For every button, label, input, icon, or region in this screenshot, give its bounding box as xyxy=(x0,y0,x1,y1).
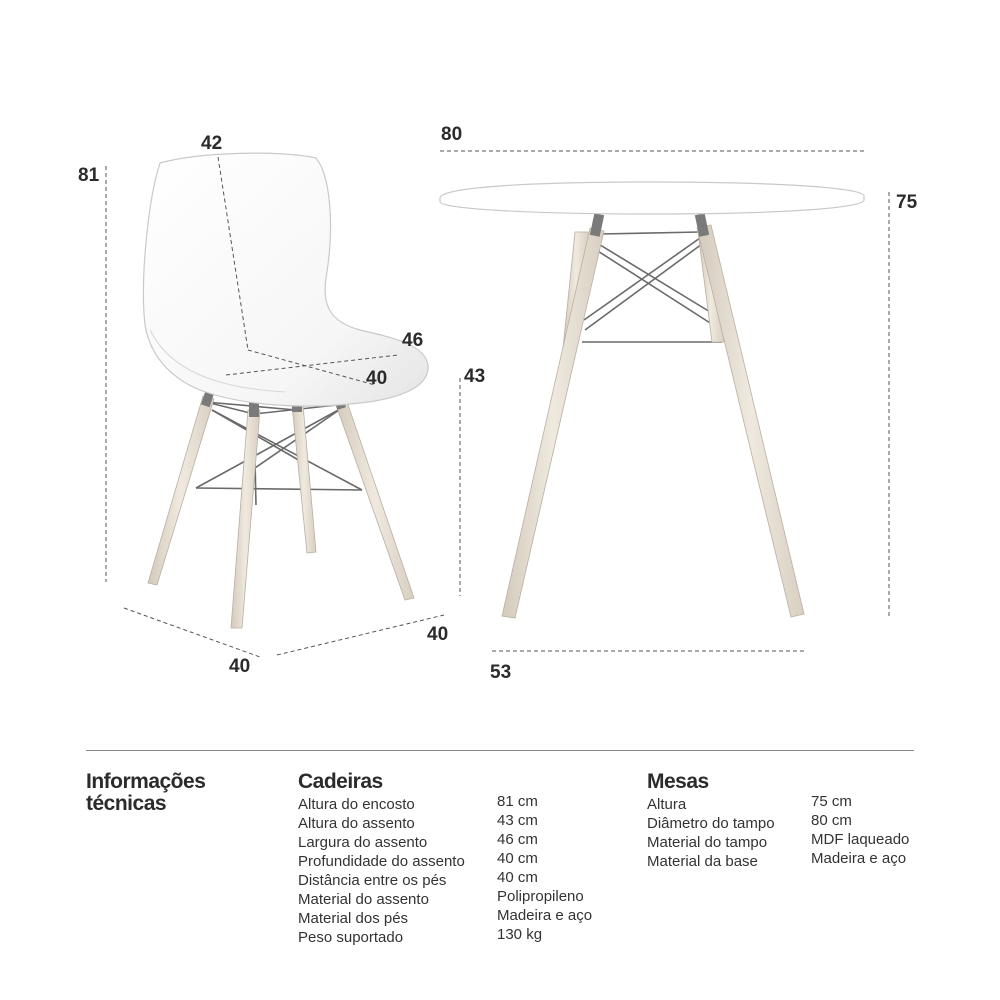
table-spec-value: 75 cm xyxy=(811,793,852,810)
table-spec-label: Altura xyxy=(647,796,687,813)
chair-spec-label: Material dos pés xyxy=(298,910,409,927)
backrest-width-label: 42 xyxy=(201,133,223,154)
chair-spec-value: Polipropileno xyxy=(497,888,584,905)
seat-height-label: 43 xyxy=(464,366,486,387)
table-diameter-label: 80 xyxy=(441,124,463,145)
chair-height-label: 81 xyxy=(78,165,100,186)
chair-spec-label: Profundidade do assento xyxy=(298,853,465,870)
table-height-label: 75 xyxy=(896,192,918,213)
chair-spec-label: Peso suportado xyxy=(298,929,404,946)
table-legs xyxy=(502,225,804,618)
chair-spec-value: 130 kg xyxy=(497,926,543,943)
table-spec-value: Madeira e aço xyxy=(811,850,907,867)
tables-heading: Mesas xyxy=(647,770,709,793)
table-spec-label: Material da base xyxy=(647,853,758,870)
seat-width-label: 46 xyxy=(402,330,424,351)
chair-spec-labels xyxy=(298,795,465,947)
chair-spec-label: Distância entre os pés xyxy=(298,872,447,889)
table-dimension-lines xyxy=(440,151,889,651)
chair-spec-label: Altura do assento xyxy=(298,815,415,832)
chair-spec-value: 46 cm xyxy=(497,831,538,848)
chair-illustration xyxy=(143,153,428,628)
chairs-heading: Cadeiras xyxy=(298,770,383,793)
chair-legs xyxy=(148,396,414,628)
table-base-label: 53 xyxy=(490,662,512,683)
chair-spec-label: Largura do assento xyxy=(298,834,428,851)
chair-spec-values xyxy=(497,792,592,944)
chair-spec-value: 43 cm xyxy=(497,812,538,829)
table-spec-labels xyxy=(647,795,775,871)
chair-spec-label: Material do assento xyxy=(298,891,429,908)
chair-spec-value: 81 cm xyxy=(497,793,538,810)
seat-depth-label: 40 xyxy=(366,368,388,389)
table-top xyxy=(440,182,864,214)
chair-spec-value: Madeira e aço xyxy=(497,907,593,924)
divider xyxy=(86,750,914,751)
specs-heading: Informações técnicas xyxy=(86,770,206,815)
chair-spec-value: 40 cm xyxy=(497,869,538,886)
table-spec-value: MDF laqueado xyxy=(811,831,910,848)
chair-steel-base xyxy=(196,402,362,505)
table-spec-label: Diâmetro do tampo xyxy=(647,815,775,832)
table-illustration xyxy=(440,182,864,618)
chair-spec-value: 40 cm xyxy=(497,850,538,867)
table-spec-values xyxy=(811,792,909,868)
chair-base-depth-label: 40 xyxy=(229,656,251,677)
table-spec-value: 80 cm xyxy=(811,812,852,829)
chair-base-width-label: 40 xyxy=(427,624,449,645)
table-spec-label: Material do tampo xyxy=(647,834,768,851)
chair-spec-label: Altura do encosto xyxy=(298,796,415,813)
